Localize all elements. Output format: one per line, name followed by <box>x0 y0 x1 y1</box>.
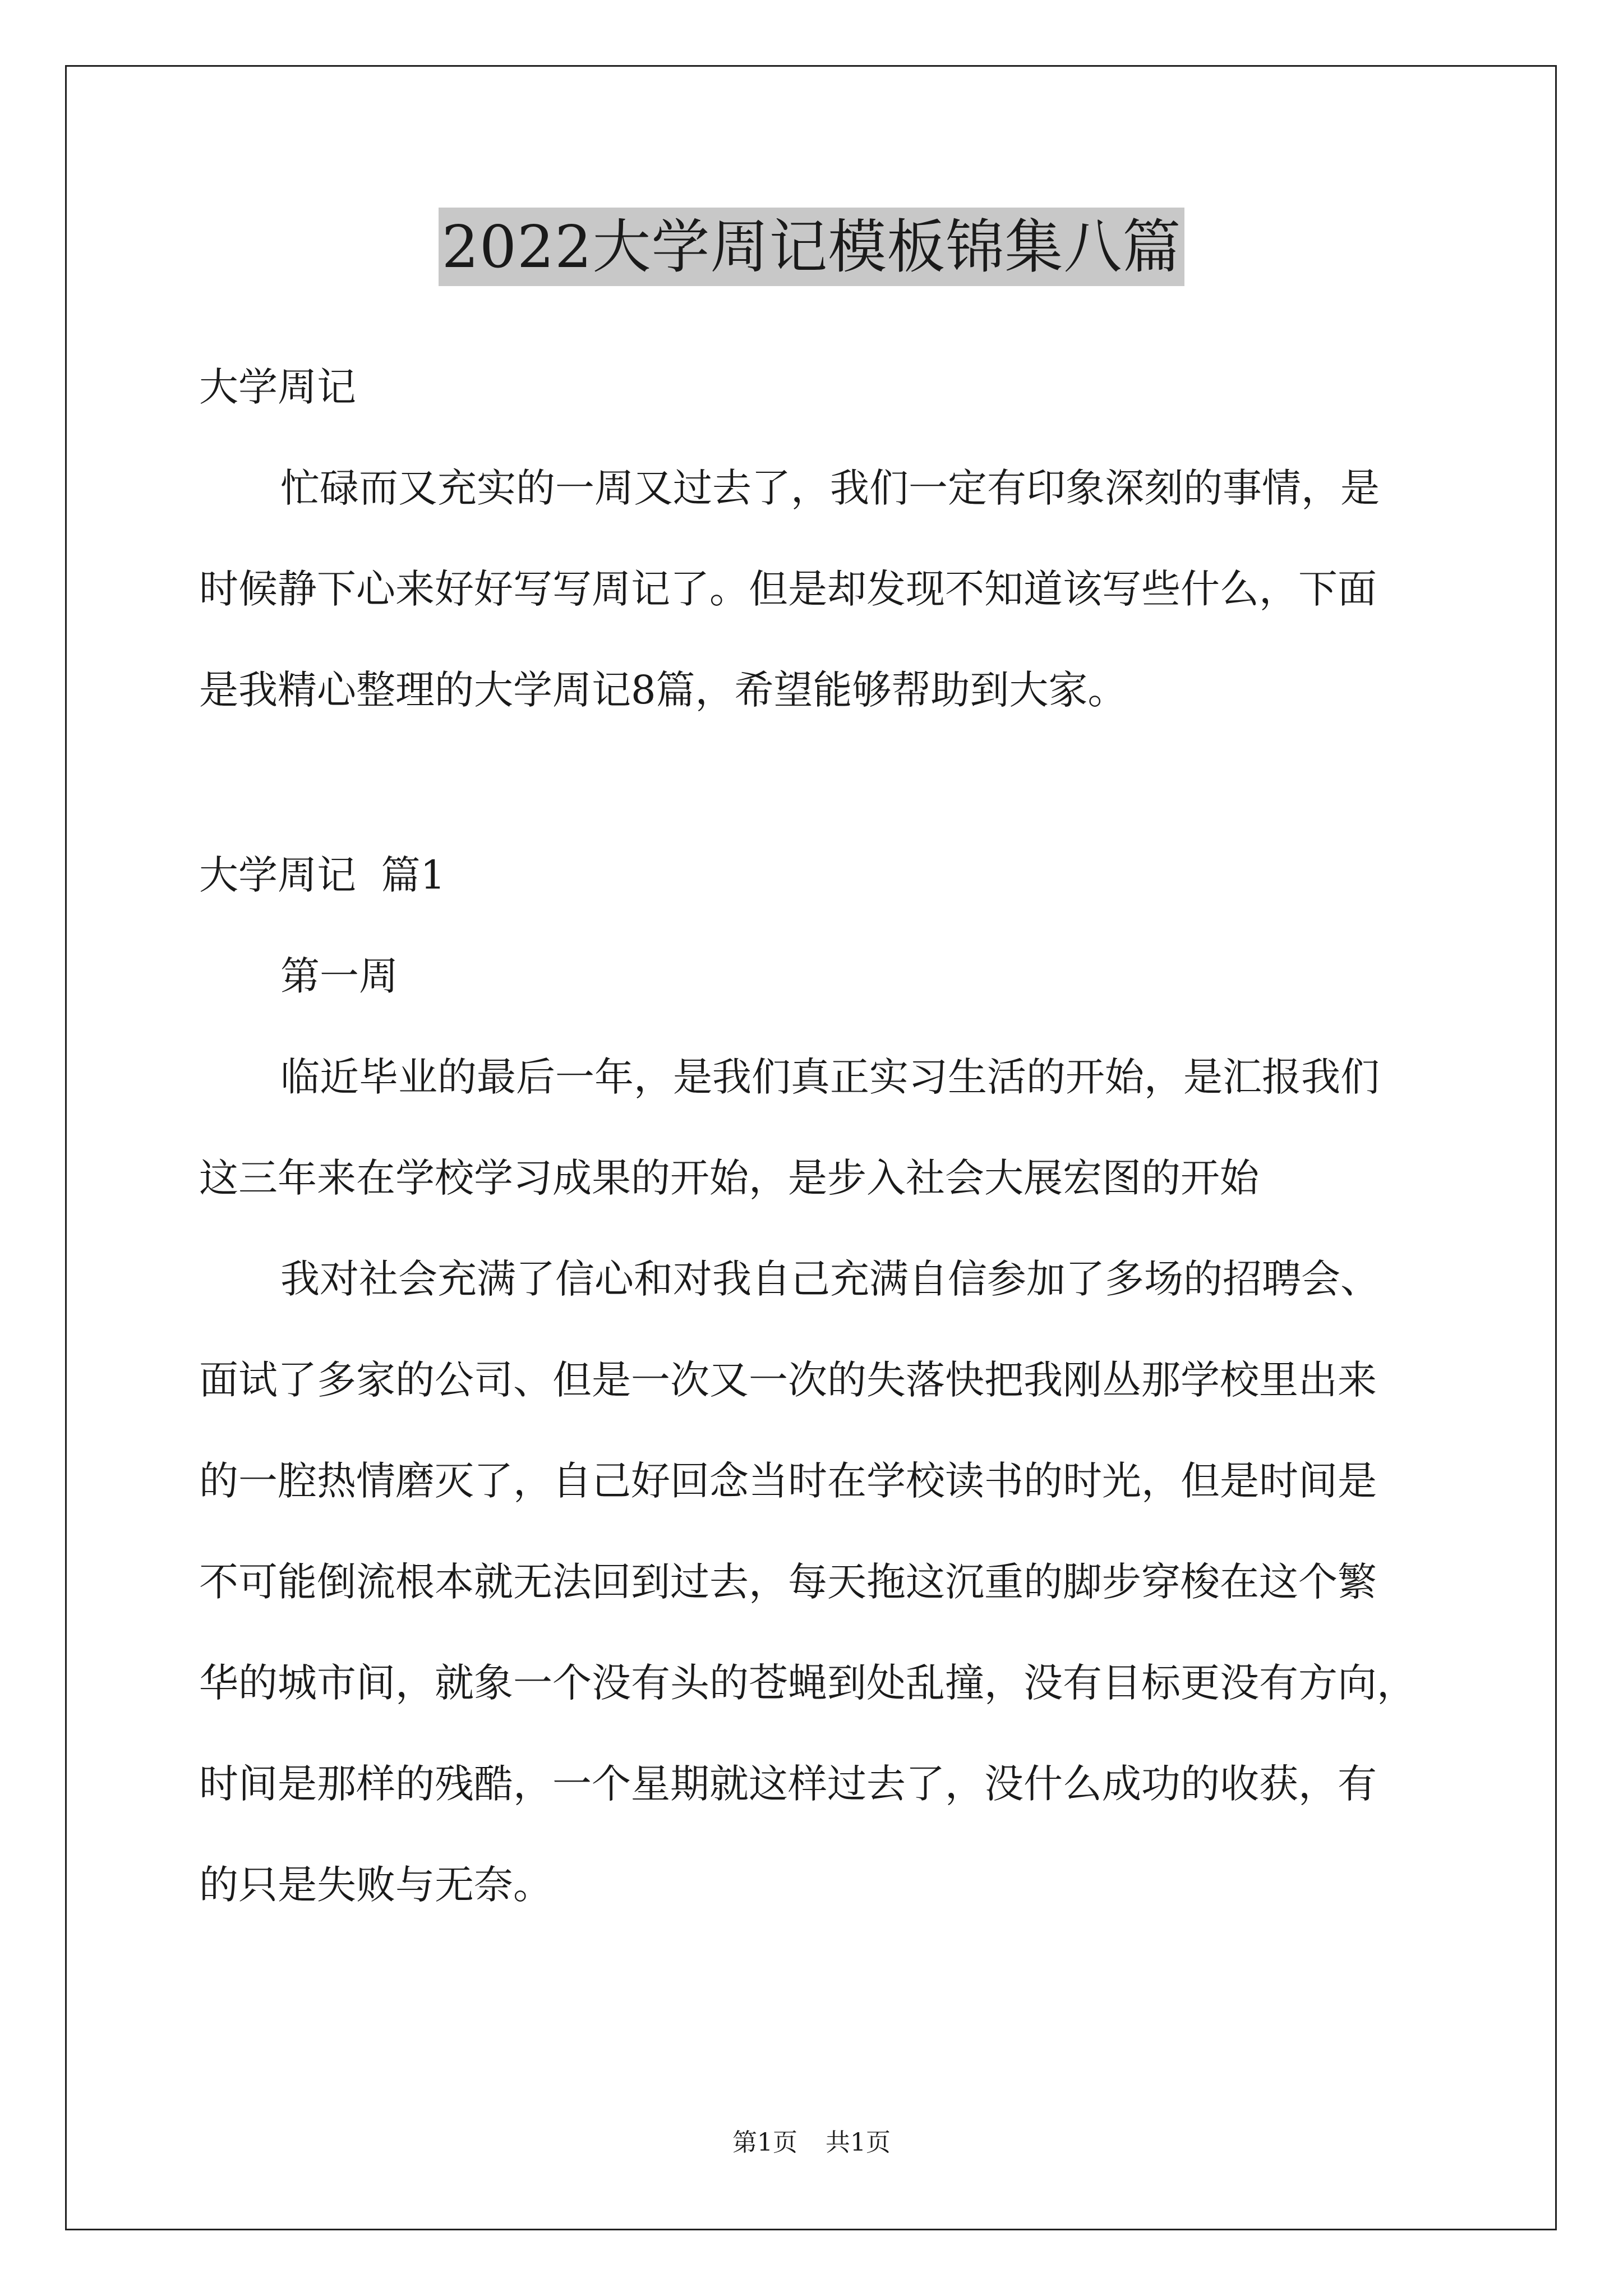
intro-heading: 大学周记 <box>199 364 356 410</box>
intro-line-2: 时候静下心来好好写写周记了。但是却发现不知道该写些什么，下面 <box>199 566 1377 612</box>
page-footer <box>0 2126 1623 2160</box>
intro-line-1: 忙碌而又充实的一周又过去了，我们一定有印象深刻的事情，是 <box>280 465 1380 511</box>
document-body <box>199 337 1433 1935</box>
paragraph1-line-2: 这三年来在学校学习成果的开始，是步入社会大展宏图的开始 <box>199 1155 1259 1201</box>
title-container <box>0 208 1623 286</box>
page-number-current: 第1页 <box>732 2128 797 2157</box>
section-gap <box>199 740 1433 825</box>
paragraph2-line-5: 华的城市间，就象一个没有头的苍蝇到处乱撞，没有目标更没有方向， <box>199 1660 1416 1706</box>
document-title: 2022大学周记模板锦集八篇 <box>439 208 1185 286</box>
section-heading: 大学周记 篇1 <box>199 852 446 898</box>
paragraph2-line-1: 我对社会充满了信心和对我自己充满自信参加了多场的招聘会、 <box>280 1256 1380 1302</box>
paragraph2-line-6: 时间是那样的残酷，一个星期就这样过去了，没什么成功的收获，有 <box>199 1761 1377 1807</box>
paragraph1-line-1: 临近毕业的最后一年，是我们真正实习生活的开始，是汇报我们 <box>280 1054 1380 1100</box>
intro-line-3: 是我精心整理的大学周记8篇，希望能够帮助到大家。 <box>199 667 1127 713</box>
paragraph2-line-2: 面试了多家的公司、但是一次又一次的失落快把我刚丛那学校里出来 <box>199 1357 1377 1403</box>
paragraph2-line-4: 不可能倒流根本就无法回到过去，每天拖这沉重的脚步穿梭在这个繁 <box>199 1559 1377 1605</box>
week-label: 第一周 <box>280 953 398 999</box>
paragraph2-line-3: 的一腔热情磨灭了，自己好回念当时在学校读书的时光，但是时间是 <box>199 1458 1377 1504</box>
page-number-total: 共1页 <box>826 2128 891 2157</box>
paragraph2-line-7: 的只是失败与无奈。 <box>199 1862 552 1908</box>
